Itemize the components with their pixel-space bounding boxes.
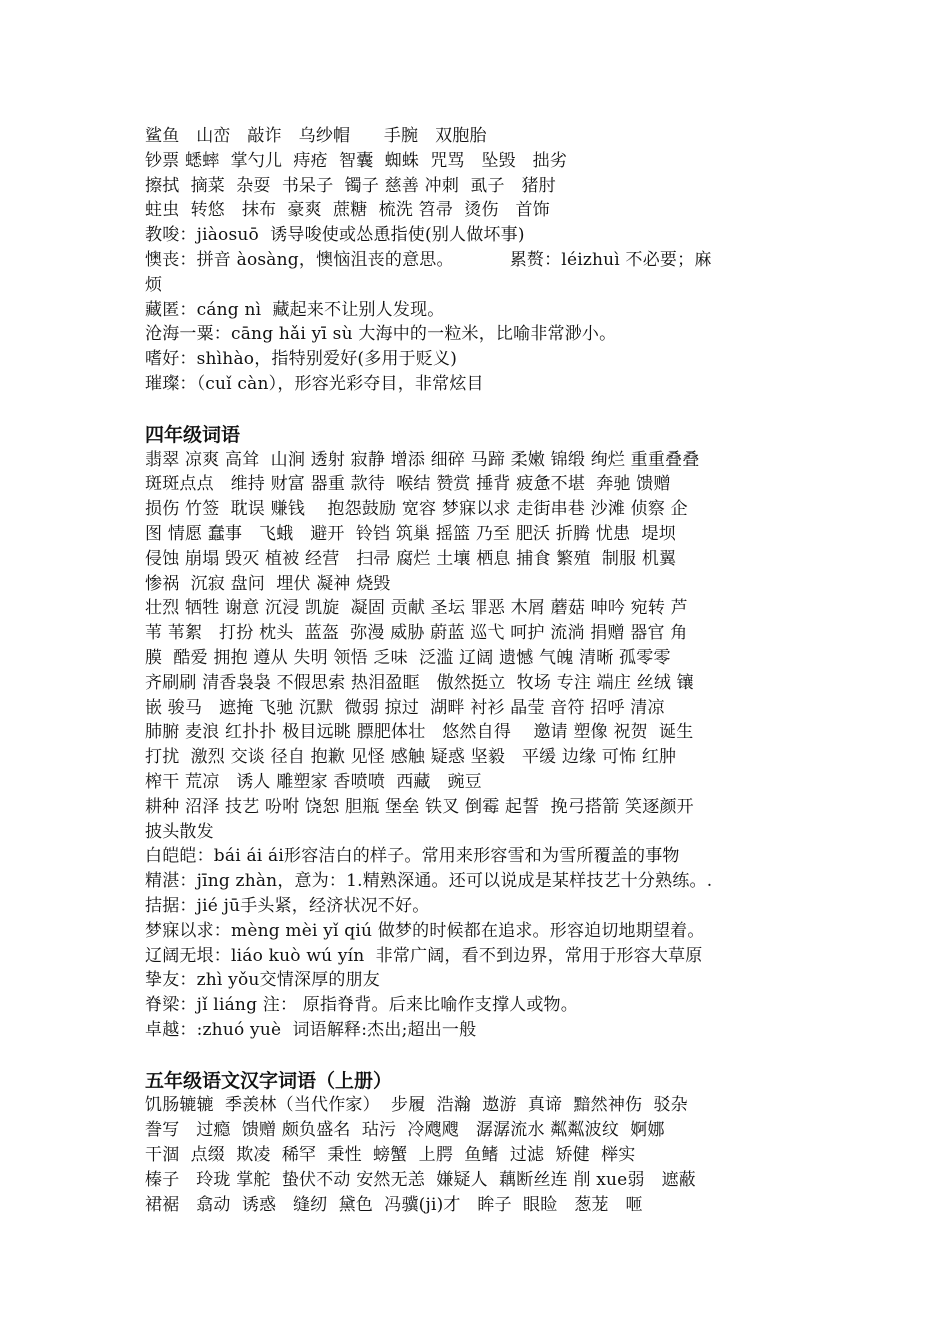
definition-line: 梦寐以求：mèng mèi yǐ qiú 做梦的时候都在追求。形容迫切地期望着。 xyxy=(145,920,705,941)
word-line: 惨祸 沉寂 盘问 埋伏 凝神 烧毁 xyxy=(145,573,391,594)
text-line: 钞票 蟋蟀 掌勺儿 痔疮 智囊 蜘蛛 咒骂 坠毁 拙劣 xyxy=(145,150,568,171)
word-line: 誊写 过瘾 馈赠 颇负盛名 玷污 冷飕飕 潺潺流水 粼粼波纹 婀娜 xyxy=(145,1120,665,1141)
word-line: 苇 苇絮 打扮 枕头 蓝盔 弥漫 威胁 蔚蓝 巡弋 呵护 流淌 捐赠 器官 角 xyxy=(145,623,688,644)
definition-line: 脊梁：jǐ liáng 注： 原指脊背。后来比喻作支撑人或物。 xyxy=(145,995,578,1016)
definition-line: 烦 xyxy=(145,274,163,295)
word-line: 饥肠辘辘 季羡林（当代作家） 步履 浩瀚 遨游 真谛 黯然神伤 驳杂 xyxy=(145,1095,688,1116)
definition-line: 教唆：jiàosuō 诱导唆使或怂恿指使(别人做坏事) xyxy=(145,225,525,246)
text-line: 蛀虫 转悠 抹布 豪爽 蔗糖 梳洗 笤帚 烫伤 首饰 xyxy=(145,200,550,221)
definition-line: 懊丧：拼音 àosàng，懊恼沮丧的意思。 累赘：léizhuì 不必要；麻 xyxy=(145,249,712,270)
document-page xyxy=(145,124,810,1217)
word-line: 侵蚀 崩塌 毁灭 植被 经营 扫帚 腐烂 土壤 栖息 捕食 繁殖 制服 机翼 xyxy=(145,548,677,569)
word-line: 齐刷刷 清香袅袅 不假思索 热泪盈眶 傲然挺立 牧场 专注 端庄 丝绒 镶 xyxy=(145,672,694,693)
word-line: 干涸 点缀 欺凌 稀罕 秉性 螃蟹 上腭 鱼鳍 过滤 矫健 榉实 xyxy=(145,1145,636,1166)
word-line: 翡翠 凉爽 高耸 山涧 透射 寂静 增添 细碎 马蹄 柔嫩 锦缎 绚烂 重重叠叠 xyxy=(145,449,700,470)
section-third-grade-words xyxy=(145,124,810,397)
definition-line: 精湛：jīng zhàn，意为：1.精熟深通。还可以说成是某样技艺十分熟练。. xyxy=(145,871,713,892)
section-grade-four-words xyxy=(145,448,810,1043)
definition-line: 璀璨：（cuǐ càn），形容光彩夺目，非常炫目 xyxy=(145,373,484,394)
text-line: 擦拭 摘菜 杂耍 书呆子 镯子 慈善 冲刺 虱子 猪肘 xyxy=(145,175,556,196)
word-line: 壮烈 牺牲 谢意 沉浸 凯旋 凝固 贡献 圣坛 罪恶 木屑 蘑菇 呻吟 宛转 芦 xyxy=(145,598,688,619)
section-heading-grade-five: 五年级语文汉字词语（上册） xyxy=(145,1069,393,1092)
text-line: 鲨鱼 山峦 敲诈 乌纱帽 手腕 双胞胎 xyxy=(145,126,487,146)
definition-line: 沧海一粟：cāng hǎi yī sù 大海中的一粒米，比喻非常渺小。 xyxy=(145,324,617,345)
definition-line: 挚友：zhì yǒu交情深厚的朋友 xyxy=(145,970,380,991)
word-line: 肺腑 麦浪 红扑扑 极目远眺 膘肥体壮 悠然自得 邀请 塑像 祝贺 诞生 xyxy=(145,722,694,743)
section-grade-five-words xyxy=(145,1093,810,1217)
word-line: 打扰 激烈 交谈 径自 抱歉 见怪 感触 疑惑 坚毅 平缓 边缘 可怖 红肿 xyxy=(145,747,677,768)
word-line: 膜 酷爱 拥抱 遵从 失明 领悟 乏味 泛滥 辽阔 遗憾 气魄 清晰 孤零零 xyxy=(145,647,671,668)
section-heading-grade-four: 四年级词语 xyxy=(145,423,241,446)
word-line: 耕种 沼泽 技艺 吩咐 饶恕 胆瓶 堡垒 铁叉 倒霉 起誓 挽弓搭箭 笑逐颜开 xyxy=(145,796,694,817)
definition-line: 白皑皑：bái ái ái形容洁白的样子。常用来形容雪和为雪所覆盖的事物 xyxy=(145,846,680,867)
definition-line: 拮据：jié jū手头紧，经济状况不好。 xyxy=(145,895,430,916)
word-line: 斑斑点点 维持 财富 器重 款待 喉结 赞赏 捶背 疲惫不堪 奔驰 馈赠 xyxy=(145,474,671,495)
word-line: 裙裾 翕动 诱惑 缝纫 黛色 冯骥(ji)才 眸子 眼睑 葱茏 咂 xyxy=(145,1194,643,1215)
definition-line: 辽阔无垠：liáo kuò wú yín 非常广阔，看不到边界，常用于形容大草原 xyxy=(145,945,703,966)
word-line: 披头散发 xyxy=(145,821,214,842)
definition-line: 卓越：:zhuó yuè 词语解释:杰出;超出一般 xyxy=(145,1019,477,1040)
word-line: 嵌 骏马 遮掩 飞驰 沉默 微弱 掠过 湖畔 衬衫 晶莹 音符 招呼 清凉 xyxy=(145,697,665,718)
word-line: 损伤 竹签 耽误 赚钱 抱怨鼓励 宽容 梦寐以求 走街串巷 沙滩 侦察 企 xyxy=(145,499,688,520)
definition-line: 嗜好：shìhào，指特别爱好(多用于贬义) xyxy=(145,349,458,370)
word-line: 榨干 荒凉 诱人 雕塑家 香喷喷 西藏 豌豆 xyxy=(145,771,482,792)
word-line: 图 情愿 蠢事 飞蛾 避开 铃铛 筑巢 摇篮 乃至 肥沃 折腾 忧患 堤坝 xyxy=(145,523,676,544)
word-line: 榛子 玲珑 掌舵 蛰伏不动 安然无恙 嫌疑人 藕断丝连 削 xue弱 遮蔽 xyxy=(145,1169,696,1190)
definition-line: 藏匿：cáng nì 藏起来不让别人发现。 xyxy=(145,299,445,320)
